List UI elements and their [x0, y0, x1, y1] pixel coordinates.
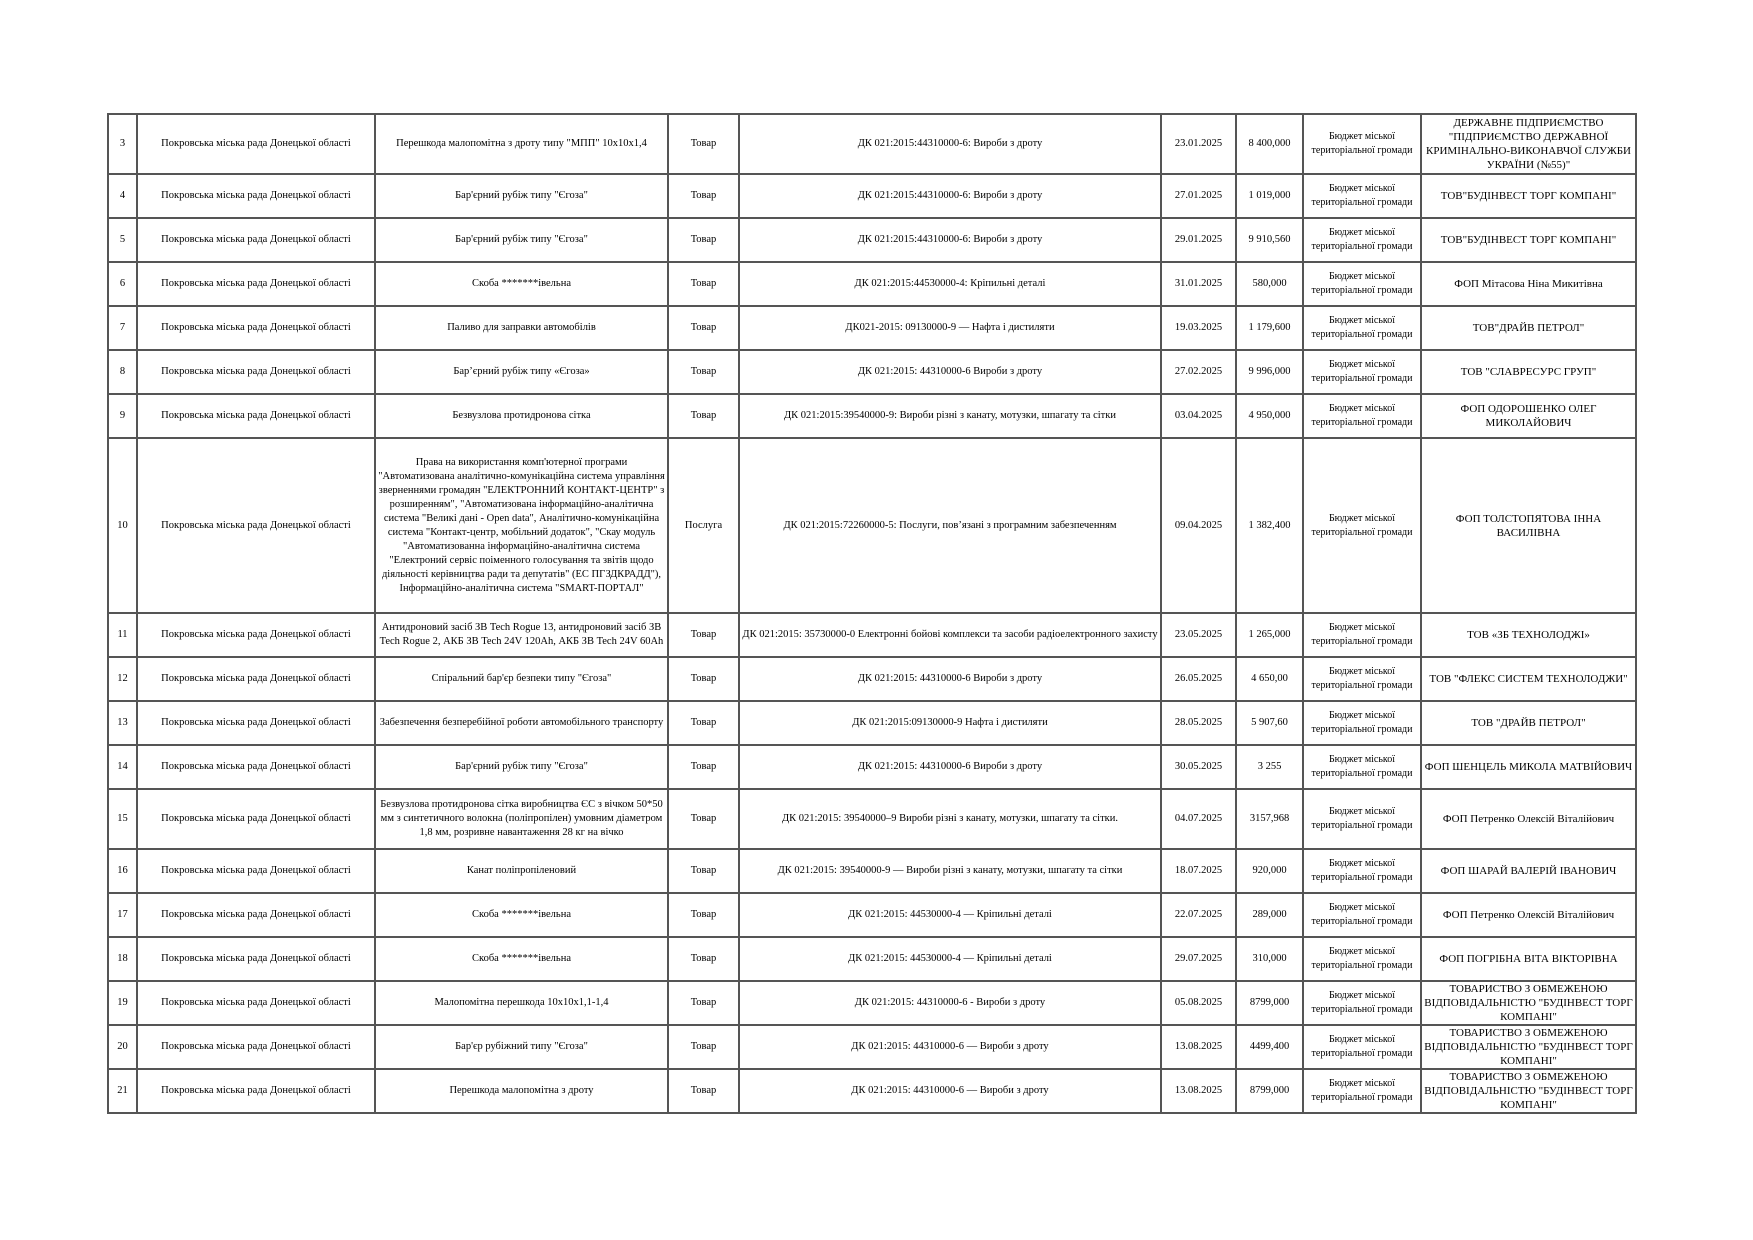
amount-cell: 4 950,000: [1236, 394, 1303, 438]
date-cell: 29.07.2025: [1161, 937, 1236, 981]
table-row: [108, 789, 1636, 849]
date-cell: 28.05.2025: [1161, 701, 1236, 745]
customer-cell: Покровська міська рада Донецької області: [137, 981, 375, 1025]
amount-cell: 1 179,600: [1236, 306, 1303, 350]
budget-source-cell: Бюджет міської територіальної громади: [1303, 849, 1421, 893]
supplier-cell: ФОП ОДОРОШЕНКО ОЛЕГ МИКОЛАЙОВИЧ: [1421, 394, 1636, 438]
table-row: [108, 981, 1636, 1025]
row-number: 12: [108, 657, 137, 701]
supplier-cell: ФОП ШАРАЙ ВАЛЕРІЙ ІВАНОВИЧ: [1421, 849, 1636, 893]
amount-cell: 8799,000: [1236, 1069, 1303, 1113]
supplier-cell: ТОВ "СЛАВРЕСУРС ГРУП": [1421, 350, 1636, 394]
customer-cell: Покровська міська рада Донецької області: [137, 306, 375, 350]
date-cell: 27.01.2025: [1161, 174, 1236, 218]
table-row: [108, 1069, 1636, 1113]
type-cell: Товар: [668, 306, 739, 350]
supplier-cell: ФОП ПОГРІБНА ВІТА ВІКТОРІВНА: [1421, 937, 1636, 981]
supplier-cell: ТОВ"ДРАЙВ ПЕТРОЛ": [1421, 306, 1636, 350]
table-row: [108, 306, 1636, 350]
amount-cell: 9 996,000: [1236, 350, 1303, 394]
cpv-code-cell: ДК 021:2015: 44310000-6 Вироби з дроту: [739, 350, 1161, 394]
table-row: [108, 849, 1636, 893]
row-number: 13: [108, 701, 137, 745]
subject-cell: Бар'єрний рубіж типу "Єгоза": [375, 745, 668, 789]
row-number: 18: [108, 937, 137, 981]
budget-source-cell: Бюджет міської територіальної громади: [1303, 613, 1421, 657]
customer-cell: Покровська міська рада Донецької області: [137, 849, 375, 893]
supplier-cell: ФОП ШЕНЦЕЛЬ МИКОЛА МАТВІЙОВИЧ: [1421, 745, 1636, 789]
cpv-code-cell: ДК 021:2015:39540000-9: Вироби різні з канату, мотузки, шпагату та сітки: [739, 394, 1161, 438]
row-number: 9: [108, 394, 137, 438]
table-row: [108, 218, 1636, 262]
supplier-cell: ТОВАРИСТВО З ОБМЕЖЕНОЮ ВІДПОВІДАЛЬНІСТЮ "БУДІНВЕСТ ТОРГ КОМПАНІ": [1421, 981, 1636, 1025]
type-cell: Товар: [668, 981, 739, 1025]
budget-source-cell: Бюджет міської територіальної громади: [1303, 657, 1421, 701]
row-number: 4: [108, 174, 137, 218]
type-cell: Товар: [668, 789, 739, 849]
type-cell: Товар: [668, 701, 739, 745]
cpv-code-cell: ДК 021:2015: 39540000-9 — Вироби різні з канату, мотузки, шпагату та сітки: [739, 849, 1161, 893]
amount-cell: 9 910,560: [1236, 218, 1303, 262]
subject-cell: Скоба *******івельна: [375, 937, 668, 981]
supplier-cell: ТОВ"БУДІНВЕСТ ТОРГ КОМПАНІ": [1421, 218, 1636, 262]
supplier-cell: ТОВ «ЗБ ТЕХНОЛОДЖІ»: [1421, 613, 1636, 657]
table-row: [108, 438, 1636, 613]
procurement-table: [107, 113, 1637, 1114]
amount-cell: 310,000: [1236, 937, 1303, 981]
subject-cell: Забезпечення безперебійної роботи автомобільного транспорту: [375, 701, 668, 745]
table-row: [108, 613, 1636, 657]
customer-cell: Покровська міська рада Донецької області: [137, 114, 375, 174]
supplier-cell: ФОП Петренко Олексій Віталійович: [1421, 789, 1636, 849]
type-cell: Товар: [668, 613, 739, 657]
subject-cell: Перешкода малопомітна з дроту типу "МПП" 10х10х1,4: [375, 114, 668, 174]
type-cell: Товар: [668, 114, 739, 174]
amount-cell: 1 019,000: [1236, 174, 1303, 218]
budget-source-cell: Бюджет міської територіальної громади: [1303, 218, 1421, 262]
date-cell: 03.04.2025: [1161, 394, 1236, 438]
cpv-code-cell: ДК 021:2015:44530000-4: Кріпильні деталі: [739, 262, 1161, 306]
supplier-cell: ФОП Мітасова Ніна Микитівна: [1421, 262, 1636, 306]
cpv-code-cell: ДК 021:2015:44310000-6: Вироби з дроту: [739, 114, 1161, 174]
table-row: [108, 114, 1636, 174]
customer-cell: Покровська міська рада Донецької області: [137, 789, 375, 849]
budget-source-cell: Бюджет міської територіальної громади: [1303, 937, 1421, 981]
row-number: 21: [108, 1069, 137, 1113]
cpv-code-cell: ДК 021:2015: 44310000-6 — Вироби з дроту: [739, 1025, 1161, 1069]
date-cell: 26.05.2025: [1161, 657, 1236, 701]
type-cell: Товар: [668, 262, 739, 306]
amount-cell: 1 382,400: [1236, 438, 1303, 613]
date-cell: 30.05.2025: [1161, 745, 1236, 789]
date-cell: 22.07.2025: [1161, 893, 1236, 937]
cpv-code-cell: ДК 021:2015: 35730000-0 Електронні бойові комплекси та засоби радіоелектронного захисту: [739, 613, 1161, 657]
row-number: 17: [108, 893, 137, 937]
type-cell: Товар: [668, 1069, 739, 1113]
date-cell: 23.01.2025: [1161, 114, 1236, 174]
budget-source-cell: Бюджет міської територіальної громади: [1303, 893, 1421, 937]
date-cell: 05.08.2025: [1161, 981, 1236, 1025]
row-number: 3: [108, 114, 137, 174]
cpv-code-cell: ДК 021:2015: 44310000-6 Вироби з дроту: [739, 657, 1161, 701]
type-cell: Товар: [668, 657, 739, 701]
date-cell: 19.03.2025: [1161, 306, 1236, 350]
type-cell: Товар: [668, 350, 739, 394]
date-cell: 13.08.2025: [1161, 1069, 1236, 1113]
cpv-code-cell: ДК 021:2015:09130000-9 Нафта і дистиляти: [739, 701, 1161, 745]
row-number: 6: [108, 262, 137, 306]
table-row: [108, 174, 1636, 218]
cpv-code-cell: ДК 021:2015:72260000-5: Послуги, пов’язані з програмним забезпеченням: [739, 438, 1161, 613]
row-number: 8: [108, 350, 137, 394]
subject-cell: Малопомітна перешкода 10х10х1,1-1,4: [375, 981, 668, 1025]
budget-source-cell: Бюджет міської територіальної громади: [1303, 745, 1421, 789]
customer-cell: Покровська міська рада Донецької області: [137, 613, 375, 657]
subject-cell: Скоба *******івельна: [375, 262, 668, 306]
table-row: [108, 262, 1636, 306]
cpv-code-cell: ДК 021:2015: 44530000-4 — Кріпильні деталі: [739, 937, 1161, 981]
cpv-code-cell: ДК021-2015: 09130000-9 — Нафта і дистиляти: [739, 306, 1161, 350]
supplier-cell: ДЕРЖАВНЕ ПІДПРИЄМСТВО "ПІДПРИЄМСТВО ДЕРЖАВНОЇ КРИМІНАЛЬНО-ВИКОНАВЧОЇ СЛУЖБИ УКРАЇНИ (№55)": [1421, 114, 1636, 174]
cpv-code-cell: ДК 021:2015: 44310000-6 Вироби з дроту: [739, 745, 1161, 789]
subject-cell: Спіральний бар'єр безпеки типу "Єгоза": [375, 657, 668, 701]
customer-cell: Покровська міська рада Донецької області: [137, 937, 375, 981]
customer-cell: Покровська міська рада Донецької області: [137, 174, 375, 218]
row-number: 19: [108, 981, 137, 1025]
budget-source-cell: Бюджет міської територіальної громади: [1303, 1025, 1421, 1069]
budget-source-cell: Бюджет міської територіальної громади: [1303, 306, 1421, 350]
row-number: 10: [108, 438, 137, 613]
customer-cell: Покровська міська рада Донецької області: [137, 745, 375, 789]
subject-cell: Бар'єрний рубіж типу "Єгоза": [375, 174, 668, 218]
type-cell: Товар: [668, 394, 739, 438]
amount-cell: 8 400,000: [1236, 114, 1303, 174]
row-number: 15: [108, 789, 137, 849]
customer-cell: Покровська міська рада Донецької області: [137, 701, 375, 745]
subject-cell: Перешкода малопомітна з дроту: [375, 1069, 668, 1113]
supplier-cell: ТОВ"БУДІНВЕСТ ТОРГ КОМПАНІ": [1421, 174, 1636, 218]
date-cell: 27.02.2025: [1161, 350, 1236, 394]
subject-cell: Бар'єрний рубіж типу "Єгоза": [375, 218, 668, 262]
date-cell: 04.07.2025: [1161, 789, 1236, 849]
row-number: 11: [108, 613, 137, 657]
type-cell: Товар: [668, 1025, 739, 1069]
subject-cell: Паливо для заправки автомобілів: [375, 306, 668, 350]
budget-source-cell: Бюджет міської територіальної громади: [1303, 350, 1421, 394]
subject-cell: Бар’єрний рубіж типу «Єгоза»: [375, 350, 668, 394]
type-cell: Товар: [668, 745, 739, 789]
customer-cell: Покровська міська рада Донецької області: [137, 394, 375, 438]
row-number: 7: [108, 306, 137, 350]
type-cell: Товар: [668, 849, 739, 893]
amount-cell: 289,000: [1236, 893, 1303, 937]
subject-cell: Скоба *******івельна: [375, 893, 668, 937]
customer-cell: Покровська міська рада Донецької області: [137, 1025, 375, 1069]
amount-cell: 1 265,000: [1236, 613, 1303, 657]
cpv-code-cell: ДК 021:2015: 39540000–9 Вироби різні з канату, мотузки, шпагату та сітки.: [739, 789, 1161, 849]
row-number: 14: [108, 745, 137, 789]
cpv-code-cell: ДК 021:2015: 44530000-4 — Кріпильні деталі: [739, 893, 1161, 937]
budget-source-cell: Бюджет міської територіальної громади: [1303, 981, 1421, 1025]
date-cell: 31.01.2025: [1161, 262, 1236, 306]
table-row: [108, 701, 1636, 745]
subject-cell: Права на використання комп'ютерної програми "Автоматизована аналітично-комунікаційна система управління зверненнями громадян "ЕЛЕКТРОННИЙ КОНТАКТ-ЦЕНТР" з розширенням", "Автоматизована інформаційно-аналітична система "Великі дані - Open data", Аналітично-комунікаційна система "Контакт-центр, мобільний додаток", "Скау модуль "Автоматизованна інформаційно-аналітична система "Електроний сервіс поіменного голосування та звітів щодо діяльності керівництва ради та депутатів" (ЕС ПГЗДКРАДД"), Інформаційно-аналітична система "SMART-ПОРТАЛ": [375, 438, 668, 613]
cpv-code-cell: ДК 021:2015: 44310000-6 — Вироби з дроту: [739, 1069, 1161, 1113]
customer-cell: Покровська міська рада Донецької області: [137, 218, 375, 262]
date-cell: 29.01.2025: [1161, 218, 1236, 262]
subject-cell: Бар'єр рубіжний типу "Єгоза": [375, 1025, 668, 1069]
amount-cell: 3 255: [1236, 745, 1303, 789]
table-row: [108, 1025, 1636, 1069]
budget-source-cell: Бюджет міської територіальної громади: [1303, 394, 1421, 438]
date-cell: 18.07.2025: [1161, 849, 1236, 893]
row-number: 16: [108, 849, 137, 893]
row-number: 5: [108, 218, 137, 262]
cpv-code-cell: ДК 021:2015:44310000-6: Вироби з дроту: [739, 218, 1161, 262]
customer-cell: Покровська міська рада Донецької області: [137, 262, 375, 306]
amount-cell: 4 650,00: [1236, 657, 1303, 701]
supplier-cell: ТОВАРИСТВО З ОБМЕЖЕНОЮ ВІДПОВІДАЛЬНІСТЮ "БУДІНВЕСТ ТОРГ КОМПАНІ": [1421, 1025, 1636, 1069]
date-cell: 23.05.2025: [1161, 613, 1236, 657]
subject-cell: Антидроновий засіб ЗВ Tech Rogue 13, антидроновий засіб ЗВ Tech Rogue 2, АКБ ЗВ Tech 24V 120Ah, АКБ ЗВ Tech 24V 60Ah: [375, 613, 668, 657]
cpv-code-cell: ДК 021:2015: 44310000-6 - Вироби з дроту: [739, 981, 1161, 1025]
supplier-cell: ТОВАРИСТВО З ОБМЕЖЕНОЮ ВІДПОВІДАЛЬНІСТЮ "БУДІНВЕСТ ТОРГ КОМПАНІ": [1421, 1069, 1636, 1113]
amount-cell: 3157,968: [1236, 789, 1303, 849]
subject-cell: Безвузлова протидронова сітка: [375, 394, 668, 438]
customer-cell: Покровська міська рада Донецької області: [137, 350, 375, 394]
table-body: [108, 114, 1636, 1113]
amount-cell: 920,000: [1236, 849, 1303, 893]
amount-cell: 5 907,60: [1236, 701, 1303, 745]
budget-source-cell: Бюджет міської територіальної громади: [1303, 438, 1421, 613]
supplier-cell: ТОВ "ДРАЙВ ПЕТРОЛ": [1421, 701, 1636, 745]
cpv-code-cell: ДК 021:2015:44310000-6: Вироби з дроту: [739, 174, 1161, 218]
budget-source-cell: Бюджет міської територіальної громади: [1303, 789, 1421, 849]
budget-source-cell: Бюджет міської територіальної громади: [1303, 114, 1421, 174]
budget-source-cell: Бюджет міської територіальної громади: [1303, 174, 1421, 218]
type-cell: Товар: [668, 218, 739, 262]
customer-cell: Покровська міська рада Донецької області: [137, 657, 375, 701]
subject-cell: Канат поліпропіленовий: [375, 849, 668, 893]
subject-cell: Безвузлова протидронова сітка виробництва ЄС з вічком 50*50 мм з синтетичного волокна (поліпропілен) умовним діаметром 1,8 мм, розривне навантаження 28 кг на вічко: [375, 789, 668, 849]
table-row: [108, 893, 1636, 937]
row-number: 20: [108, 1025, 137, 1069]
supplier-cell: ФОП Петренко Олексій Віталійович: [1421, 893, 1636, 937]
amount-cell: 580,000: [1236, 262, 1303, 306]
table-row: [108, 745, 1636, 789]
budget-source-cell: Бюджет міської територіальної громади: [1303, 1069, 1421, 1113]
type-cell: Товар: [668, 937, 739, 981]
amount-cell: 8799,000: [1236, 981, 1303, 1025]
budget-source-cell: Бюджет міської територіальної громади: [1303, 701, 1421, 745]
date-cell: 09.04.2025: [1161, 438, 1236, 613]
table-row: [108, 394, 1636, 438]
supplier-cell: ТОВ "ФЛЕКС СИСТЕМ ТЕХНОЛОДЖИ": [1421, 657, 1636, 701]
table-row: [108, 350, 1636, 394]
amount-cell: 4499,400: [1236, 1025, 1303, 1069]
date-cell: 13.08.2025: [1161, 1025, 1236, 1069]
type-cell: Товар: [668, 174, 739, 218]
customer-cell: Покровська міська рада Донецької області: [137, 1069, 375, 1113]
supplier-cell: ФОП ТОЛСТОПЯТОВА ІННА ВАСИЛІВНА: [1421, 438, 1636, 613]
customer-cell: Покровська міська рада Донецької області: [137, 893, 375, 937]
table-row: [108, 657, 1636, 701]
customer-cell: Покровська міська рада Донецької області: [137, 438, 375, 613]
budget-source-cell: Бюджет міської територіальної громади: [1303, 262, 1421, 306]
type-cell: Товар: [668, 893, 739, 937]
table-row: [108, 937, 1636, 981]
type-cell: Послуга: [668, 438, 739, 613]
